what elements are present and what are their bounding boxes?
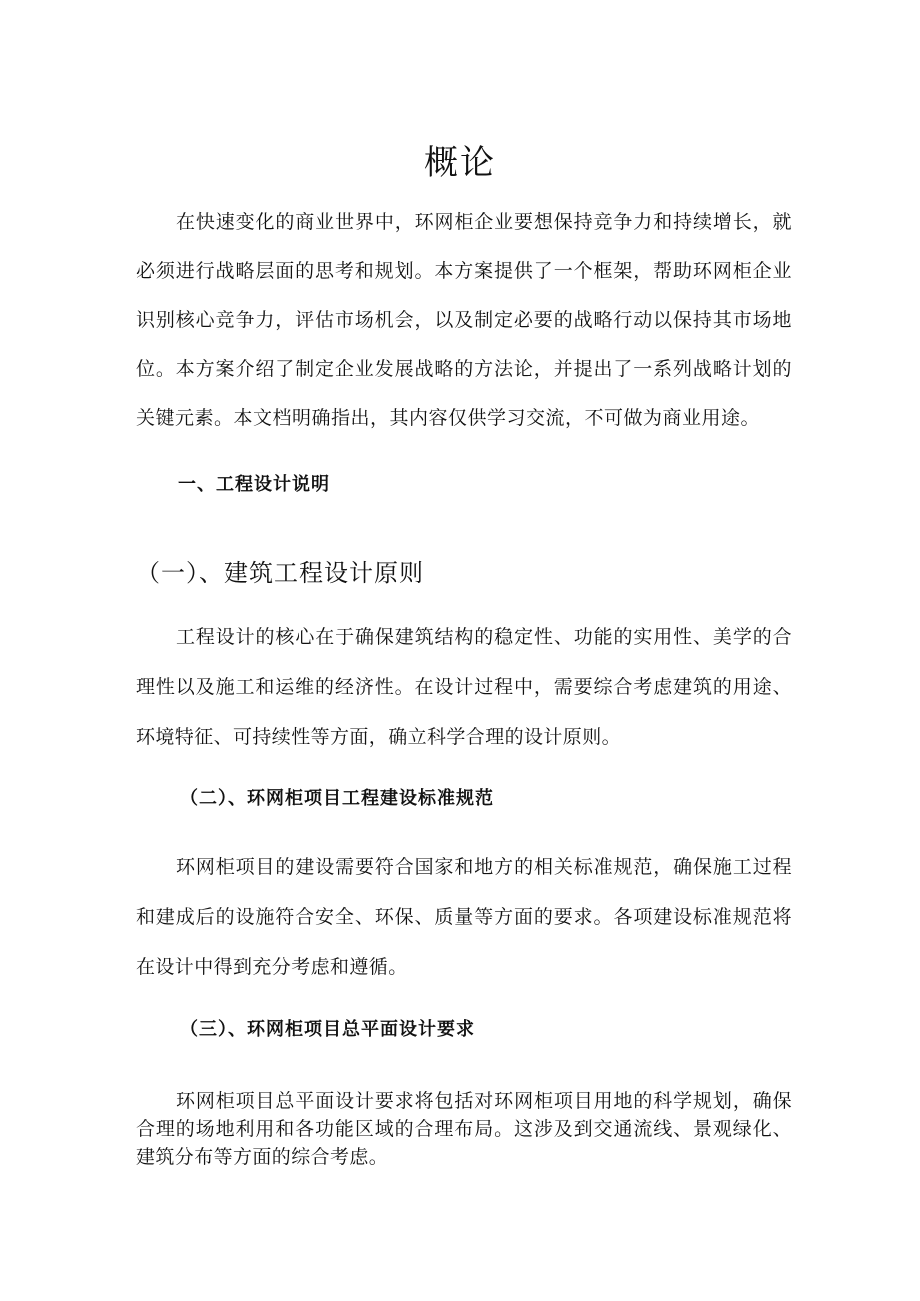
subsection-heading-3: （三）、环网柜项目总平面设计要求 <box>180 1019 475 1040</box>
subsection-body-2: 环网柜项目的建设需要符合国家和地方的相关标准规范，确保施工过程和建成后的设施符合安全、环保、质量等方面的要求。各项建设标准规范将在设计中得到充分考虑和遵循。 <box>136 856 792 978</box>
subsection-heading-1: （一）、建筑工程设计原则 <box>136 559 424 587</box>
intro-paragraph: 在快速变化的商业世界中，环网柜企业要想保持竞争力和持续增长，就必须进行战略层面的思考和规划。本方案提供了一个框架，帮助环网柜企业识别核心竞争力，评估市场机会，以及制定必要的战略行动以保持其市场地位。本方案介绍了制定企业发展战略的方法论，并提出了一系列战略计划的关键元素。本文档明确指出，其内容仅供学习交流，不可做为商业用途。 <box>136 211 792 429</box>
subsection-body-3: 环网柜项目总平面设计要求将包括对环网柜项目用地的科学规划，确保合理的场地利用和各功能区域的合理布局。这涉及到交通流线、景观绿化、建筑分布等方面的综合考虑。 <box>136 1090 792 1168</box>
section-heading: 一、工程设计说明 <box>178 474 330 495</box>
subsection-heading-2: （二）、环网柜项目工程建设标准规范 <box>180 788 494 809</box>
subsection-body-1: 工程设计的核心在于确保建筑结构的稳定性、功能的实用性、美学的合理性以及施工和运维的经济性。在设计过程中，需要综合考虑建筑的用途、环境特征、可持续性等方面，确立科学合理的设计原则。 <box>136 626 792 748</box>
document-title: 概论 <box>424 142 496 183</box>
